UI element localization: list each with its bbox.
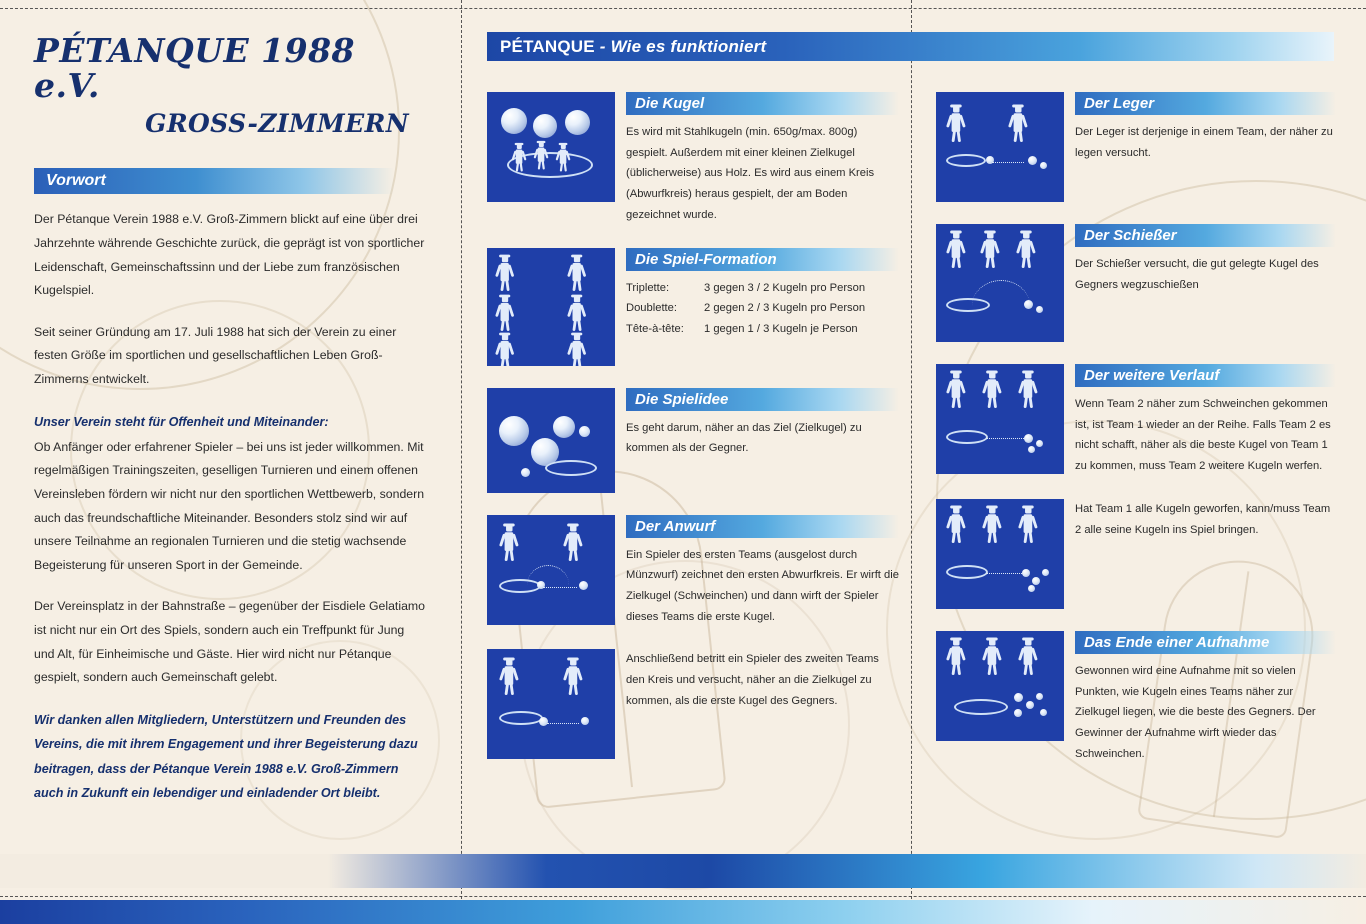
boules-and-circle-illustration (487, 92, 615, 202)
card-text: Der Schießer versucht, die gut gelegte Kugel des Gegners wegzuschießen (1075, 258, 1319, 291)
card-title: Der Schießer (1084, 227, 1177, 244)
card-bar (1075, 631, 1336, 654)
card-body (1064, 631, 1336, 765)
card-title: Die Spielidee (635, 390, 729, 408)
foreword-body (34, 208, 427, 806)
fold-guide-left (461, 0, 462, 924)
card-body (615, 649, 899, 759)
card-text: Anschließend betritt ein Spieler des zweiten Teams den Kreis und versucht, näher an die Zielkugel zu kommen, als die erste Kugel des Gegners. (626, 653, 879, 707)
card-body (615, 388, 899, 493)
formation-mode: Tête-à-tête: (626, 323, 684, 336)
card-body (1064, 499, 1336, 609)
fold-guide-right (911, 0, 912, 924)
table-row (626, 278, 899, 299)
card-bar (1075, 92, 1336, 115)
formation-value: 1 gegen 1 / 3 Kugeln je Person (704, 323, 858, 336)
further-play-illustration (936, 364, 1064, 474)
paragraph: Der Pétanque Verein 1988 e.V. Groß-Zimmern blickt auf eine über drei Jahrzehnte währende Geschichte zurück, die geprägt ist von sportlicher Leidenschaft, Gemeinschaftssinn und der Liebe zum französischen Kugelspiel. (34, 212, 425, 298)
section-header (487, 32, 1334, 61)
card-bar (1075, 224, 1336, 247)
card-body (1064, 92, 1336, 202)
card-der-schiesser (936, 224, 1336, 342)
formation-mode: Doublette: (626, 302, 677, 315)
card-title: Der Anwurf (635, 517, 716, 535)
fold-guide-bottom (0, 896, 1366, 897)
bottom-accent-band (0, 854, 1366, 888)
foreword-thanks: Wir danken allen Mitgliedern, Unterstützern und Freunden des Vereins, die mit ihrem Engagement und ihrer Begeisterung dazu beitragen, dass der Pétanque Verein 1988 e.V. Groß-Zimmern auch in Zukunft ein lebendiger und einladender Ort bleibt. (34, 712, 418, 801)
card-body (615, 92, 899, 226)
card-anschliessend (487, 649, 899, 759)
card-text: Gewonnen wird eine Aufnahme mit so vielen Punkten, wie Kugeln eines Teams näher zur Zielkugel liegen, wie die beste des Gegners. Der Gewinner der Aufnahme wirft wieder das Schweinchen. (1075, 664, 1316, 760)
card-die-spiel-formation (487, 248, 899, 366)
section-bar-label: Vorwort (46, 172, 106, 190)
shooter-illustration (936, 224, 1064, 342)
end-of-round-illustration (936, 631, 1064, 741)
table-row (626, 298, 899, 319)
card-text: Es wird mit Stahlkugeln (min. 650g/max. 800g) gespielt. Außerdem mit einer kleinen Zielkugel (üblicherweise) aus Holz. Es wird aus einem Kreis (Abwurfkreis) heraus gespielt, der am Boden gezeichnet wurde. (626, 126, 875, 221)
card-title: Die Kugel (635, 95, 705, 112)
middle-column (487, 92, 899, 781)
formation-value: 2 gegen 2 / 3 Kugeln pro Person (704, 302, 866, 315)
two-players-throwing-illustration (487, 649, 615, 759)
section-header-subtitle: - Wie es funktioniert (599, 36, 767, 56)
card-body (1064, 364, 1336, 477)
card-bar (626, 248, 899, 271)
card-der-weitere-verlauf (936, 364, 1336, 477)
six-players-illustration (487, 248, 615, 366)
card-bar (626, 388, 899, 411)
card-body (615, 248, 899, 366)
card-title: Der weitere Verlauf (1084, 367, 1220, 384)
foreword-lead: Unser Verein steht für Offenheit und Miteinander: (34, 414, 329, 429)
paragraph: Ob Anfänger oder erfahrener Spieler – bei uns ist jeder willkommen. Mit regelmäßigen Trainingszeiten, geselligen Turnieren und einem offenen Vereinsleben fördern wir nicht nur den sportlichen Wettbewerb, sondern auch das freundschaftliche Miteinander. Besonders stolz sind wir auf unsere Teilnahme an regionalen Turnieren und die stetig wachsende Begeisterung für unseren Sport in der Gemeinde. (34, 439, 425, 572)
card-body (1064, 224, 1336, 342)
card-bar (626, 515, 899, 538)
balls-near-target-illustration (487, 388, 615, 493)
card-body (615, 515, 899, 628)
card-bar (626, 92, 899, 115)
page-title: PÉTANQUE 1988 e.V. (34, 31, 355, 105)
leger-illustration (936, 92, 1064, 202)
right-column (936, 92, 1336, 786)
table-row (626, 319, 899, 340)
paragraph: Der Vereinsplatz in der Bahnstraße – gegenüber der Eisdiele Gelatiamo ist nicht nur ein Ort des Spiels, sondern auch ein Treffpunkt für Jung und Alt, für Einheimische und Gäste. Hier wird nicht nur Pétanque gespielt, sondern auch Gemeinschaft gelebt. (34, 599, 425, 685)
club-location: GROSS-ZIMMERN (145, 109, 409, 139)
card-der-leger (936, 92, 1336, 202)
team-play-illustration (936, 499, 1064, 609)
card-das-ende-einer-aufnahme (936, 631, 1336, 765)
foreword-panel (0, 0, 461, 854)
card-text: Wenn Team 2 näher zum Schweinchen gekommen ist, ist Team 1 wieder an der Reihe. Falls Team 2 es nicht schafft, näher als die beste Kugel von Team 1 zu kommen, muss Team 2 weitere Kugeln werfen. (1075, 398, 1331, 473)
card-text: Hat Team 1 alle Kugeln geworfen, kann/muss Team 2 alle seine Kugeln ins Spiel bringen. (1075, 502, 1331, 536)
bottom-footer-band (0, 900, 1366, 924)
formation-value: 3 gegen 3 / 2 Kugeln pro Person (704, 281, 866, 294)
card-text: Der Leger ist derjenige in einem Team, der näher zu legen versucht. (1075, 126, 1333, 159)
card-hat-team-1 (936, 499, 1336, 609)
section-header-title: PÉTANQUE (500, 36, 595, 56)
card-die-spielidee (487, 388, 899, 493)
card-bar (1075, 364, 1336, 387)
formation-mode: Triplette: (626, 281, 670, 294)
card-title: Das Ende einer Aufnahme (1084, 633, 1270, 651)
section-bar-vorwort (34, 168, 394, 194)
card-text: Ein Spieler des ersten Teams (ausgelost durch Münzwurf) zeichnet den ersten Abwurfkreis. Er wirft die Zielkugel (Schweinchen) und dann wirft der Spieler dieses Teams die erste Kugel. (626, 548, 899, 623)
player-throwing-illustration (487, 515, 615, 625)
card-text: Es geht darum, näher an das Ziel (Zielkugel) zu kommen als der Gegner. (626, 421, 862, 455)
card-title: Der Leger (1084, 95, 1155, 112)
formation-table (626, 278, 899, 340)
card-der-anwurf (487, 515, 899, 628)
paragraph: Seit seiner Gründung am 17. Juli 1988 hat sich der Verein zu einer festen Größe im sportlichen und gesellschaftlichen Leben Groß-Zimmerns entwickelt. (34, 324, 397, 386)
card-title: Die Spiel-Formation (635, 250, 777, 268)
card-die-kugel (487, 92, 899, 226)
